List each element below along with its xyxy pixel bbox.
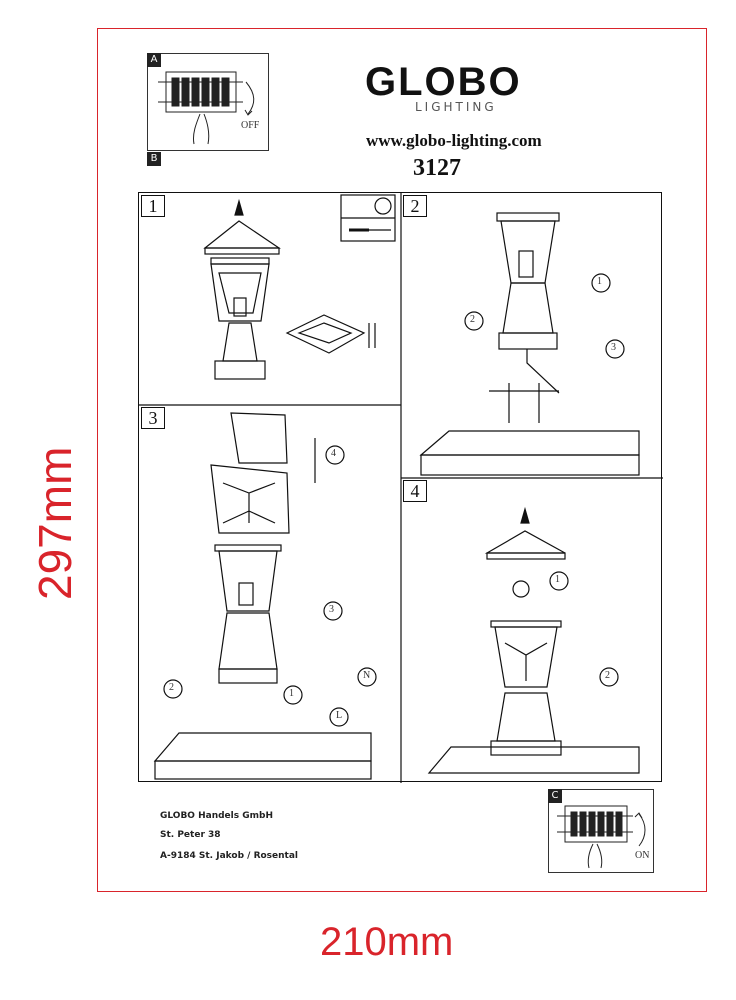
box-c-label: C bbox=[548, 789, 562, 803]
instruction-grid bbox=[138, 192, 662, 782]
step2-slab bbox=[421, 431, 639, 475]
step-3-label: 3 bbox=[141, 407, 165, 429]
step3-marker-2: 2 bbox=[169, 682, 174, 693]
step1-base-plate bbox=[287, 315, 375, 353]
step3-marker-4: 4 bbox=[331, 448, 336, 459]
step2-lantern bbox=[489, 213, 559, 423]
box-a-label: A bbox=[147, 53, 161, 67]
off-label: OFF bbox=[241, 120, 260, 131]
brand-sub: LIGHTING bbox=[415, 100, 497, 114]
model-number: 3127 bbox=[413, 155, 461, 181]
breaker-on-box bbox=[548, 789, 654, 873]
instruction-drawings bbox=[139, 193, 663, 783]
step3-slab bbox=[155, 733, 371, 779]
box-b-label: B bbox=[147, 152, 161, 166]
step4-marker-1: 1 bbox=[555, 574, 560, 585]
height-dimension-label: 297mm bbox=[29, 446, 81, 600]
step1-lantern bbox=[205, 201, 279, 379]
step2-marker-3: 3 bbox=[611, 342, 616, 353]
address-city: A-9184 St. Jakob / Rosental bbox=[160, 851, 299, 861]
wiring-live-label: L bbox=[336, 710, 343, 721]
on-label: ON bbox=[635, 850, 650, 861]
step2-marker-1: 1 bbox=[597, 276, 602, 287]
breaker-off-box bbox=[147, 53, 269, 164]
step-2-label: 2 bbox=[403, 195, 427, 217]
step-1-label: 1 bbox=[141, 195, 165, 217]
step4-roof bbox=[487, 509, 565, 559]
step-4-label: 4 bbox=[403, 480, 427, 502]
step3-glass bbox=[211, 413, 289, 533]
step2-marker-2: 2 bbox=[470, 314, 475, 325]
step1-tools-box bbox=[341, 195, 395, 241]
width-dimension-label: 210mm bbox=[320, 920, 454, 964]
brand-logo: GLOBO bbox=[365, 60, 522, 104]
address-street: St. Peter 38 bbox=[160, 830, 221, 840]
step3-lantern bbox=[215, 545, 281, 683]
step4-lantern bbox=[491, 621, 561, 755]
step3-marker-1: 1 bbox=[289, 688, 294, 699]
website-url: www.globo-lighting.com bbox=[366, 131, 542, 150]
step4-bulb bbox=[513, 581, 529, 597]
address-company: GLOBO Handels GmbH bbox=[160, 811, 273, 821]
step3-marker-3: 3 bbox=[329, 604, 334, 615]
wiring-neutral-label: N bbox=[363, 670, 371, 681]
step4-marker-2: 2 bbox=[605, 670, 610, 681]
breaker-off-illustration bbox=[148, 54, 268, 150]
height-dimension bbox=[18, 380, 82, 600]
step4-slab bbox=[429, 747, 639, 773]
